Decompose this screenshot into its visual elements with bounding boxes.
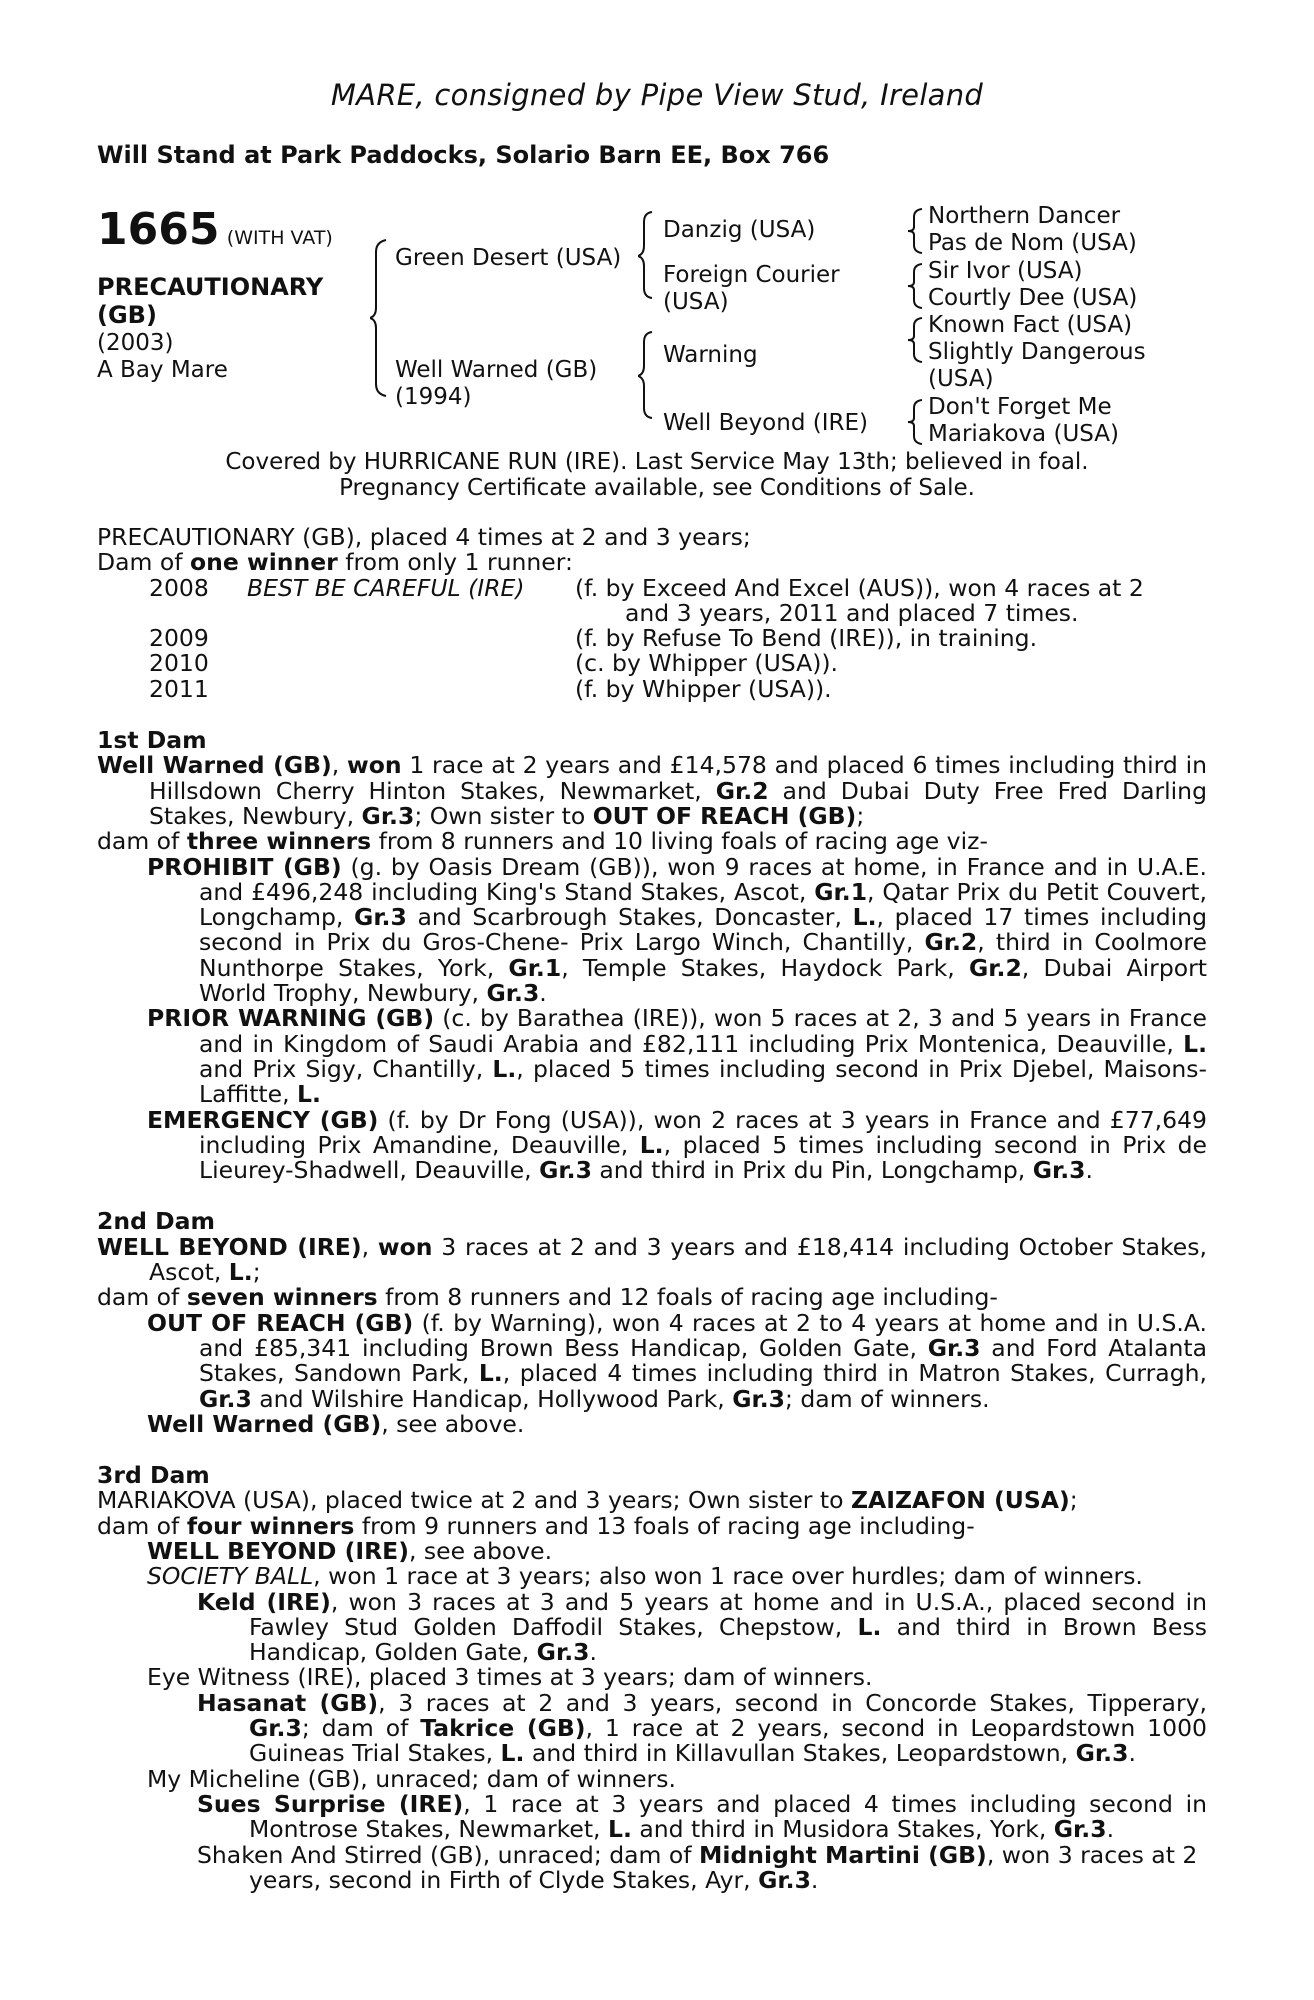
- first-dam-para: Well Warned (GB), won 1 race at 2 years and £14,578 and placed 6 times including third in Hillsdown Cherry Hinton Stakes, Newmarket, Gr.2 and Dubai Duty Free Fred Darling Stakes, Newbury, Gr.3; Own sister to OUT OF REACH (GB);: [97, 751, 1207, 830]
- pedigree-brace-1: [370, 238, 390, 398]
- progeny-eye-witness: Eye Witness (IRE), placed 3 times at 3 years; dam of winners.: [147, 1663, 873, 1692]
- pedigree-dam-line2: (1994): [395, 384, 472, 410]
- progeny-row: 2011 (f. by Whipper (USA)).: [149, 674, 832, 703]
- horse-name-line2: (GB): [97, 301, 157, 329]
- progeny-row: 2010 (c. by Whipper (USA)).: [149, 649, 839, 678]
- progeny-well-beyond: WELL BEYOND (IRE), see above.: [147, 1536, 553, 1565]
- progeny-prohibit: PROHIBIT (GB) (g. by Oasis Dream (GB)), won 9 races at home, in France and in U.A.E. and £496,248 including King's Stand Stakes, Ascot, Gr.1, Qatar Prix du Petit Couvert, Longchamp, Gr.3 and Scarbrough Stakes, Doncaster, L., placed 17 times including second in Prix du Gros-Chene- Prix Largo Winch, Chantilly, Gr.2, third in Coolmore Nunthorpe Stakes, York, Gr.1, Temple Stakes, Haydock Park, Gr.2, Dubai Airport World Trophy, Newbury, Gr.3.: [147, 852, 1208, 1008]
- pedigree-dds: Don't Forget Me: [928, 394, 1112, 420]
- third-dam-heading: 3rd Dam: [97, 1461, 210, 1490]
- pedigree-brace-6: [908, 316, 924, 364]
- first-dam-heading: 1st Dam: [97, 726, 207, 755]
- vat-label: (WITH VAT): [226, 227, 333, 249]
- page-title: MARE, consigned by Pipe View Stud, Ireland: [330, 78, 984, 112]
- pedigree-dsd-line2: (USA): [928, 366, 994, 392]
- progeny-row: 2009 (f. by Refuse To Bend (IRE)), in training.: [149, 624, 1038, 653]
- pedigree-brace-5: [908, 262, 924, 310]
- third-dam-produce-line: dam of four winners from 9 runners and 13 foals of racing age including-: [97, 1511, 975, 1540]
- progeny-prior-warning: PRIOR WARNING (GB) (c. by Barathea (IRE)), won 5 races at 2, 3 and 5 years in France and in Kingdom of Saudi Arabia and £82,111 including Prix Montenica, Deauville, L. and Prix Sigy, Chantilly, L., placed 5 times including second in Prix Djebel, Maisons-Laffitte, L.: [147, 1004, 1207, 1109]
- pedigree-sdd: Courtly Dee (USA): [928, 285, 1138, 311]
- pedigree-brace-4: [908, 207, 924, 255]
- progeny-hasanat: Hasanat (GB), 3 races at 2 and 3 years, second in Concorde Stakes, Tipperary, Gr.3; dam of Takrice (GB), 1 race at 2 years, second in Leopardstown 1000 Guineas Trial Stakes, L. and third in Killavullan Stakes, Leopardstown, Gr.3.: [197, 1688, 1207, 1768]
- pedigree-brace-2: [638, 210, 654, 300]
- first-dam-produce-line: dam of three winners from 8 runners and 10 living foals of racing age viz-: [97, 827, 988, 856]
- pedigree-ddd: Mariakova (USA): [928, 421, 1120, 447]
- pedigree-sire-dam-line2: (USA): [663, 289, 729, 315]
- location-line: Will Stand at Park Paddocks, Solario Barn EE, Box 766: [97, 141, 830, 169]
- horse-year: (2003): [97, 330, 174, 356]
- pedigree-sire-sire: Danzig (USA): [663, 217, 816, 243]
- second-dam-heading: 2nd Dam: [97, 1207, 215, 1236]
- intro-line1: PRECAUTIONARY (GB), placed 4 times at 2 and 3 years;: [97, 523, 751, 551]
- progeny-row-cont: and 3 years, 2011 and placed 7 times.: [625, 598, 1079, 627]
- progeny-keld: Keld (IRE), won 3 races at 3 and 5 years at home and in U.S.A., placed second in Fawley Stud Golden Daffodil Stakes, Chepstow, L. and third in Brown Bess Handicap, Golden Gate, Gr.3.: [197, 1587, 1207, 1667]
- lot-number: 1665: [97, 204, 220, 255]
- pedigree-sds: Sir Ivor (USA): [928, 258, 1083, 284]
- progeny-row: 2008 BEST BE CAREFUL (IRE) (f. by Exceed And Excel (AUS)), won 4 races at 2: [149, 573, 1144, 602]
- pedigree-dam-dam: Well Beyond (IRE): [663, 410, 868, 436]
- pedigree-brace-7: [908, 398, 924, 446]
- pedigree-dss: Known Fact (USA): [928, 312, 1133, 338]
- pedigree-dam-line1: Well Warned (GB): [395, 357, 598, 383]
- pedigree-sire-dam-line1: Foreign Courier: [663, 262, 840, 288]
- pedigree-sss: Northern Dancer: [928, 203, 1121, 229]
- third-dam-para: MARIAKOVA (USA), placed twice at 2 and 3 years; Own sister to ZAIZAFON (USA);: [97, 1486, 1078, 1515]
- progeny-sues-surprise: Sues Surprise (IRE), 1 race at 3 years and placed 4 times including second in Montrose Stakes, Newmarket, L. and third in Musidora Stakes, York, Gr.3.: [197, 1789, 1207, 1844]
- progeny-well-warned: Well Warned (GB), see above.: [147, 1409, 525, 1438]
- pedigree-sire: Green Desert (USA): [395, 245, 622, 271]
- lot-number-block: [97, 205, 333, 263]
- second-dam-para: WELL BEYOND (IRE), won 3 races at 2 and 3 years and £18,414 including October Stakes, Ascot, L.;: [97, 1232, 1207, 1287]
- progeny-society-ball: SOCIETY BALL, won 1 race at 3 years; also won 1 race over hurdles; dam of winners.: [147, 1562, 1143, 1591]
- second-dam-produce-line: dam of seven winners from 8 runners and 12 foals of racing age including-: [97, 1283, 998, 1312]
- covered-line2: Pregnancy Certificate available, see Conditions of Sale.: [339, 475, 975, 501]
- pedigree-ssd: Pas de Nom (USA): [928, 230, 1137, 256]
- catalogue-body: [97, 525, 1207, 1893]
- covered-line1: Covered by HURRICANE RUN (IRE). Last Service May 13th; believed in foal.: [225, 449, 1089, 475]
- horse-description: A Bay Mare: [97, 357, 228, 383]
- progeny-my-micheline: My Micheline (GB), unraced; dam of winners.: [147, 1764, 676, 1793]
- pedigree-dam-sire: Warning: [663, 342, 758, 368]
- pedigree-dsd-line1: Slightly Dangerous: [928, 339, 1146, 365]
- progeny-emergency: EMERGENCY (GB) (f. by Dr Fong (USA)), won 2 races at 3 years in France and £77,649 including Prix Amandine, Deauville, L., placed 5 times including second in Prix de Lieurey-Shadwell, Deauville, Gr.3 and third in Prix du Pin, Longchamp, Gr.3.: [147, 1105, 1207, 1185]
- intro-line2: Dam of one winner from only 1 runner:: [97, 548, 573, 577]
- progeny-shaken-and-stirred: Shaken And Stirred (GB), unraced; dam of Midnight Martini (GB), won 3 races at 2 years, second in Firth of Clyde Stakes, Ayr, Gr.3.: [197, 1840, 1198, 1894]
- progeny-out-of-reach: OUT OF REACH (GB) (f. by Warning), won 4 races at 2 to 4 years at home and in U.S.A. and £85,341 including Brown Bess Handicap, Golden Gate, Gr.3 and Ford Atalanta Stakes, Sandown Park, L., placed 4 times including third in Matron Stakes, Curragh, Gr.3 and Wilshire Handicap, Hollywood Park, Gr.3; dam of winners.: [147, 1308, 1207, 1413]
- horse-name-line1: PRECAUTIONARY: [97, 273, 324, 301]
- pedigree-brace-3: [638, 330, 654, 420]
